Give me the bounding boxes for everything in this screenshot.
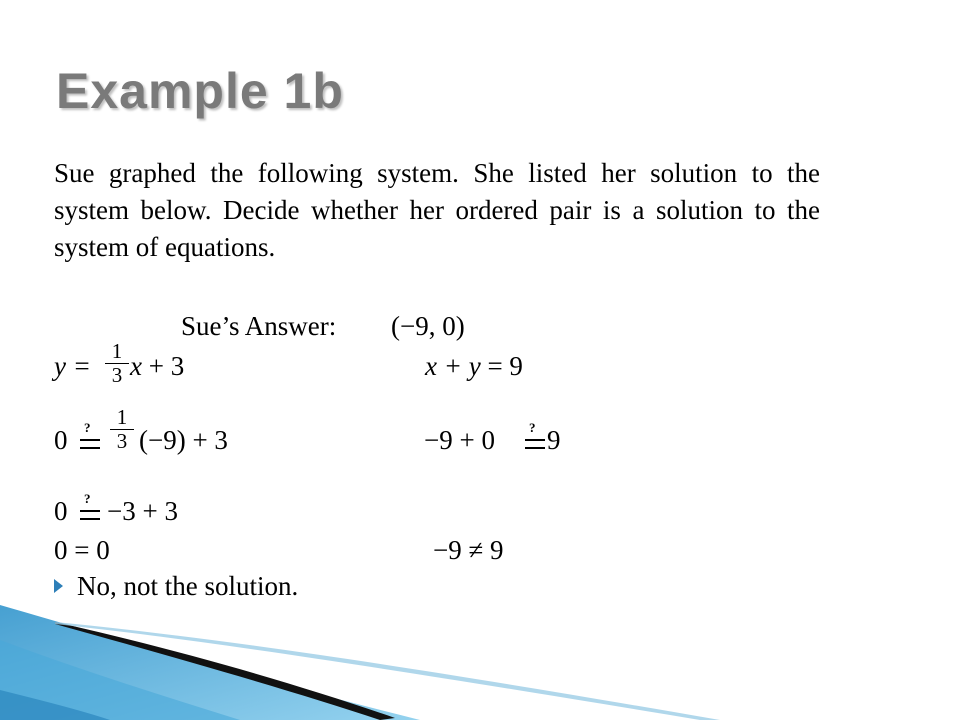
left-result: 0 = 0 xyxy=(54,535,110,565)
right-result: −9 ≠ 9 xyxy=(433,535,504,565)
eq1-suffix: x + 3 xyxy=(130,351,185,381)
fraction-denominator: 3 xyxy=(116,429,128,453)
step2-left-lhs: 0 xyxy=(54,496,68,526)
intro-paragraph: Sue graphed the following system. She listed her solution to the system below. Decide whether her ordered pair is a solution to the system of equations. xyxy=(54,158,820,262)
step1-right-lhs: −9 + 0 xyxy=(424,425,495,455)
step1-right-rhs: 9 xyxy=(547,425,561,455)
step2-left-rhs: −3 + 3 xyxy=(107,496,178,526)
question-mark: ? xyxy=(84,420,91,435)
fraction-denominator: 3 xyxy=(111,363,123,387)
step1-left-rhs: (−9) + 3 xyxy=(139,425,228,455)
fraction-numerator: 1 xyxy=(110,406,134,430)
eq1-prefix: y = xyxy=(54,351,91,381)
fraction-numerator: 1 xyxy=(105,340,129,364)
conclusion-text: No, not the solution. xyxy=(77,571,299,601)
answer-value: (−9, 0) xyxy=(391,311,465,341)
step1-left-lhs: 0 xyxy=(54,425,68,455)
question-mark: ? xyxy=(84,491,91,506)
slide-title: Example 1b xyxy=(56,63,344,119)
question-mark: ? xyxy=(529,420,536,435)
answer-label: Sue’s Answer: xyxy=(181,311,337,341)
eq2: x + y = 9 xyxy=(425,351,523,381)
